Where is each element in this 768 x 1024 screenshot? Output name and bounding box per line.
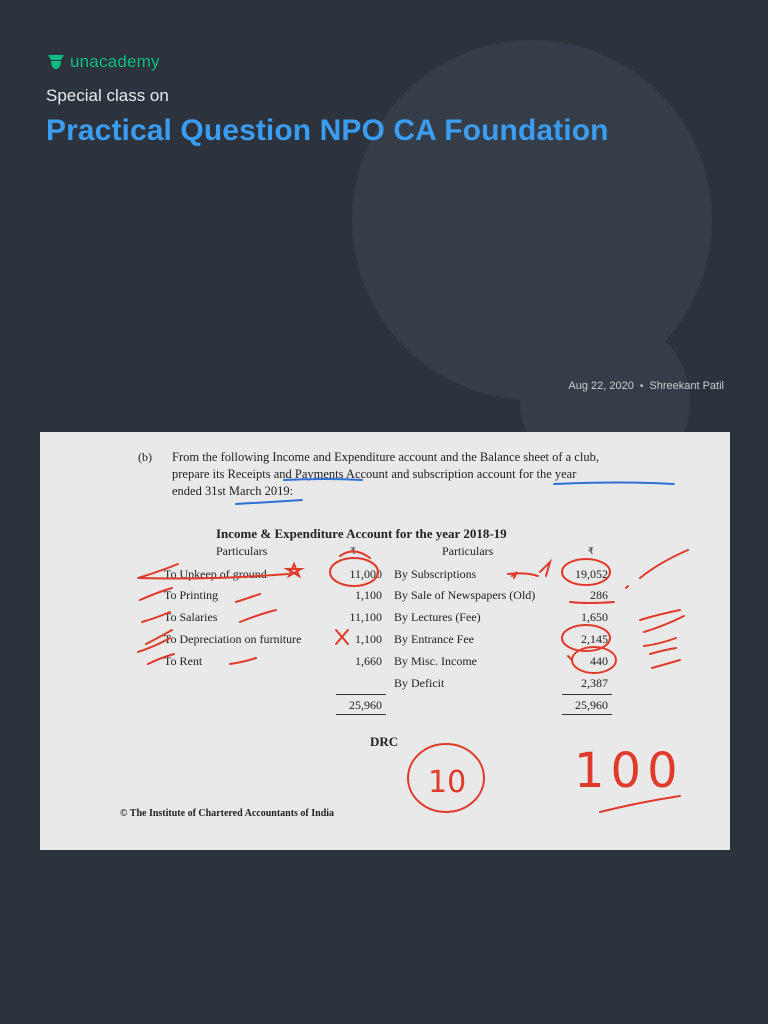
drc-label: DRC — [370, 734, 399, 749]
left-total-rule-top — [336, 694, 386, 695]
slide-meta — [568, 380, 724, 392]
document-page — [40, 432, 730, 850]
right-row-label: By Lectures (Fee) — [394, 610, 481, 624]
blue-underlines — [236, 479, 674, 504]
right-total-rule-bottom — [562, 714, 612, 715]
meta-separator: • — [639, 380, 644, 392]
left-total-rule-bottom — [336, 714, 386, 715]
question-label: (b) — [138, 450, 152, 464]
right-row-amount: 19,052 — [575, 567, 608, 581]
right-total-rule-top — [562, 694, 612, 695]
left-row-amount: 1,100 — [355, 632, 382, 646]
right-row-amount: 2,145 — [581, 632, 608, 646]
left-particulars-header: Particulars — [216, 544, 268, 558]
unacademy-logo-icon — [46, 53, 66, 71]
right-row-amount: 1,650 — [581, 610, 608, 624]
right-row-label: By Misc. Income — [394, 654, 477, 668]
account-title: Income & Expenditure Account for the year 2018-19 — [216, 526, 507, 541]
right-total: 25,960 — [575, 698, 608, 712]
left-row-amount: 11,100 — [349, 610, 382, 624]
question-line-3: ended 31st March 2019: — [172, 484, 294, 498]
left-amount-header: ₹ — [350, 546, 356, 556]
left-total: 25,960 — [349, 698, 382, 712]
left-row-amount: 1,660 — [355, 654, 382, 668]
right-row-label: By Deficit — [394, 676, 445, 690]
right-row-amount: 286 — [590, 588, 608, 602]
copyright-notice: © The Institute of Chartered Accountants of India — [120, 808, 335, 819]
left-row-label: To Salaries — [164, 610, 218, 624]
handwritten-circled-number: 10 — [428, 765, 467, 800]
left-row-label: To Depreciation on furniture — [164, 632, 302, 646]
right-row-amount: 2,387 — [581, 676, 608, 690]
slide-subtitle: Special class on — [46, 86, 169, 105]
handwritten-large-number: 100 — [574, 743, 684, 799]
brand-logo — [46, 52, 160, 72]
brand-name: unacademy — [70, 52, 160, 71]
question-line-1: From the following Income and Expenditure account and the Balance sheet of a club, — [172, 450, 599, 464]
left-row-label: To Printing — [164, 588, 219, 602]
session-date: Aug 22, 2020 — [568, 380, 634, 392]
right-row-amount: 440 — [590, 654, 608, 668]
right-particulars-header: Particulars — [442, 544, 494, 558]
question-line-2: prepare its Receipts and Payments Account and subscription account for the year — [172, 467, 577, 481]
scanned-document — [40, 432, 730, 850]
handwritten-annotations — [40, 432, 730, 850]
right-amount-header: ₹ — [588, 546, 594, 556]
right-row-label: By Entrance Fee — [394, 632, 474, 646]
slide-footer — [0, 850, 768, 1024]
slide-title: Practical Question NPO CA Foundation — [46, 114, 609, 147]
right-row-label: By Subscriptions — [394, 567, 477, 581]
left-row-label: To Rent — [164, 654, 203, 668]
author-name: Shreekant Patil — [649, 380, 724, 392]
right-row-label: By Sale of Newspapers (Old) — [394, 588, 536, 602]
left-row-label: To Upkeep of ground — [164, 567, 267, 581]
left-row-amount: 11,000 — [349, 567, 382, 581]
slide-header — [0, 0, 768, 432]
left-row-amount: 1,100 — [355, 588, 382, 602]
